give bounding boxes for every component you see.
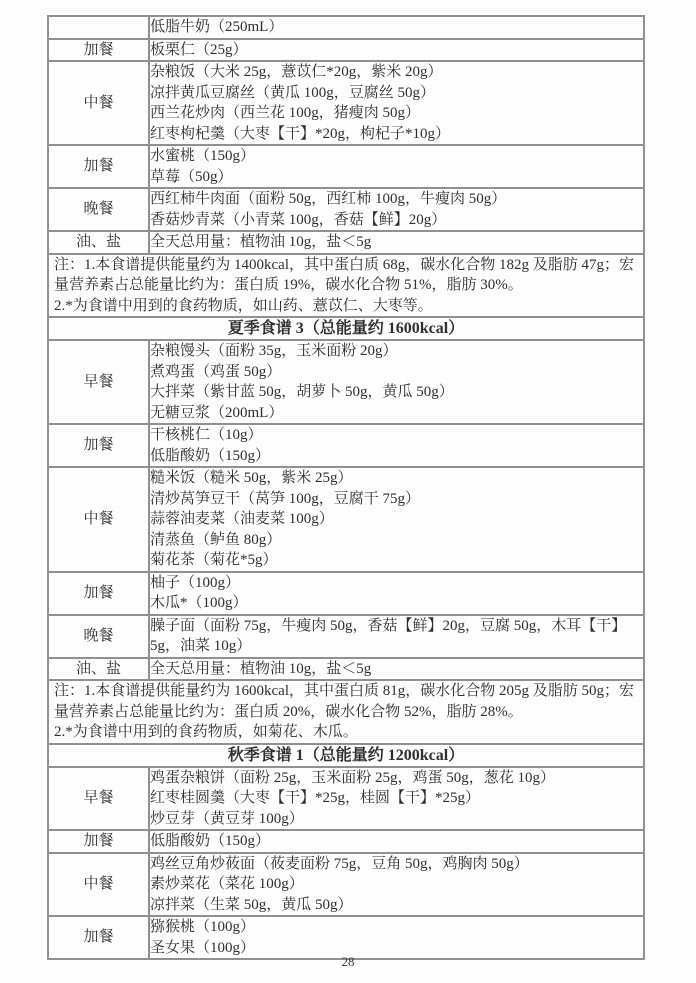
meal-item-line: 清蒸鱼（鲈鱼 80g） [150,531,282,548]
meal-label: 加餐 [48,572,149,615]
meal-label: 晚餐 [48,188,149,231]
meal-item-line: 柚子（100g） [150,574,241,591]
meal-item-line: 木瓜*（100g） [150,595,248,611]
notes-cell [48,254,644,318]
meal-item-line: 圣女果（100g） [150,939,256,956]
meal-items [149,424,644,467]
meal-item-line: 西兰花炒肉（西兰花 100g，猪瘦肉 50g） [150,105,421,121]
meal-item-line: 无糖豆浆（200mL） [150,404,284,421]
meal-item-line: 香菇炒青菜（小青菜 100g，香菇【鲜】20g） [150,211,447,228]
meal-row [48,39,644,62]
meal-items [149,231,644,254]
meal-row [48,767,644,831]
meal-item-line: 鸡丝豆角炒莜面（莜麦面粉 75g，豆角 50g，鸡胸肉 50g） [150,855,529,872]
meal-label: 早餐 [48,340,149,424]
section-header: 秋季食谱 1（总能量约 1200kcal） [48,744,644,767]
notes-row [48,680,644,744]
meal-row [48,188,644,231]
meal-items [149,916,644,959]
meal-item-line: 煮鸡蛋（鸡蛋 50g） [150,363,282,380]
notes-row [48,254,644,318]
meal-plan-table [47,15,645,960]
meal-items [149,61,644,145]
meal-item-line: 炒豆芽（黄豆芽 100g） [150,810,304,827]
page-number: 28 [341,954,355,969]
meal-label: 早餐 [48,767,149,831]
meal-item-line: 西红柿牛肉面（面粉 50g，西红柿 100g，牛瘦肉 50g） [150,191,507,207]
meal-item-line: 全天总用量：植物油 10g，盐＜5g [150,660,372,677]
meal-row [48,615,644,658]
meal-item-line: 低脂牛奶（250mL） [150,19,284,35]
meal-item-line: 素炒菜花（菜花 100g） [150,876,304,892]
notes-cell [48,680,644,744]
meal-items [149,16,644,39]
meal-item-line: 糙米饭（糙米 50g，紫米 25g） [150,470,353,486]
meal-row [48,231,644,254]
meal-row [48,145,644,188]
section-header: 夏季食谱 3（总能量约 1600kcal） [48,317,644,340]
meal-items [149,188,644,231]
meal-items [149,853,644,917]
meal-row [48,467,644,572]
meal-label: 油、盐 [48,231,149,254]
meal-item-line: 草莓（50g） [150,168,233,185]
meal-item-line: 红枣枸杞羹（大枣【干】*20g，枸杞子*10g） [150,125,451,142]
meal-items [149,767,644,831]
section-header-row [48,317,644,340]
meal-label: 加餐 [48,830,149,853]
meal-item-line: 大拌菜（紫甘蓝 50g，胡萝卜 50g，黄瓜 50g） [150,384,454,400]
meal-row [48,830,644,853]
meal-item-line: 凉拌菜（生菜 50g，黄瓜 50g） [150,896,353,913]
meal-item-line: 杂粮饭（大米 25g，薏苡仁*20g，紫米 20g） [150,64,443,80]
meal-items [149,615,644,658]
meal-item-line: 杂粮馒头（面粉 35g，玉米面粉 20g） [150,343,398,359]
note-line: 注：1.本食谱提供能量约为 1600kcal，其中蛋白质 81g，碳水化合物 205g 及脂肪 50g；宏量营养素占总能量比约为：蛋白质 20%，碳水化合物 52%，脂肪 28%。 [54,683,634,720]
meal-label: 中餐 [48,61,149,145]
meal-items [149,39,644,62]
meal-row [48,61,644,145]
meal-row [48,424,644,467]
meal-item-line: 低脂酸奶（150g） [150,447,271,464]
meal-row [48,340,644,424]
meal-label [48,16,149,39]
meal-items [149,830,644,853]
meal-item-line: 低脂酸奶（150g） [150,833,271,849]
meal-row [48,16,644,39]
meal-item-line: 臊子面（面粉 75g，牛瘦肉 50g，香菇【鲜】20g，豆腐 50g，木耳【干】5g，油菜 10g） [150,617,627,654]
meal-items [149,572,644,615]
meal-label: 加餐 [48,145,149,188]
meal-item-line: 凉拌黄瓜豆腐丝（黄瓜 100g，豆腐丝 50g） [150,84,436,101]
meal-item-line: 红枣桂圆羹（大枣【干】*25g，桂圆【干】*25g） [150,790,481,806]
meal-label: 中餐 [48,853,149,917]
meal-item-line: 干核桃仁（10g） [150,427,263,443]
note-line: 2.*为食谱中用到的食药物质，如菊花、木瓜。 [54,724,358,740]
meal-row [48,853,644,917]
section-header-row [48,744,644,767]
meal-item-line: 全天总用量：植物油 10g，盐＜5g [150,234,372,250]
meal-item-line: 蒜蓉油麦菜（油麦菜 100g） [150,511,334,527]
meal-label: 加餐 [48,424,149,467]
meal-item-line: 猕猴桃（100g） [150,919,256,935]
note-line: 2.*为食谱中用到的食药物质，如山药、薏苡仁、大枣等。 [54,297,433,314]
meal-row [48,916,644,959]
meal-item-line: 鸡蛋杂粮饼（面粉 25g，玉米面粉 25g，鸡蛋 50g，葱花 10g） [150,769,556,786]
meal-item-line: 清炒莴笋豆干（莴笋 100g，豆腐干 75g） [150,490,421,507]
meal-label: 油、盐 [48,658,149,681]
meal-label: 加餐 [48,916,149,959]
note-line: 注：1.本食谱提供能量约为 1400kcal，其中蛋白质 68g，碳水化合物 182g 及脂肪 47g；宏量营养素占总能量比约为：蛋白质 19%，碳水化合物 51%，脂肪 30%。 [54,256,634,293]
meal-item-line: 板栗仁（25g） [150,41,248,58]
meal-label: 中餐 [48,467,149,572]
meal-item-line: 水蜜桃（150g） [150,148,256,164]
meal-items [149,340,644,424]
meal-label: 加餐 [48,39,149,62]
meal-items [149,658,644,681]
meal-item-line: 菊花茶（菊花*5g） [150,552,278,568]
meal-items [149,145,644,188]
meal-label: 晚餐 [48,615,149,658]
meal-items [149,467,644,572]
meal-row [48,572,644,615]
meal-row [48,658,644,681]
